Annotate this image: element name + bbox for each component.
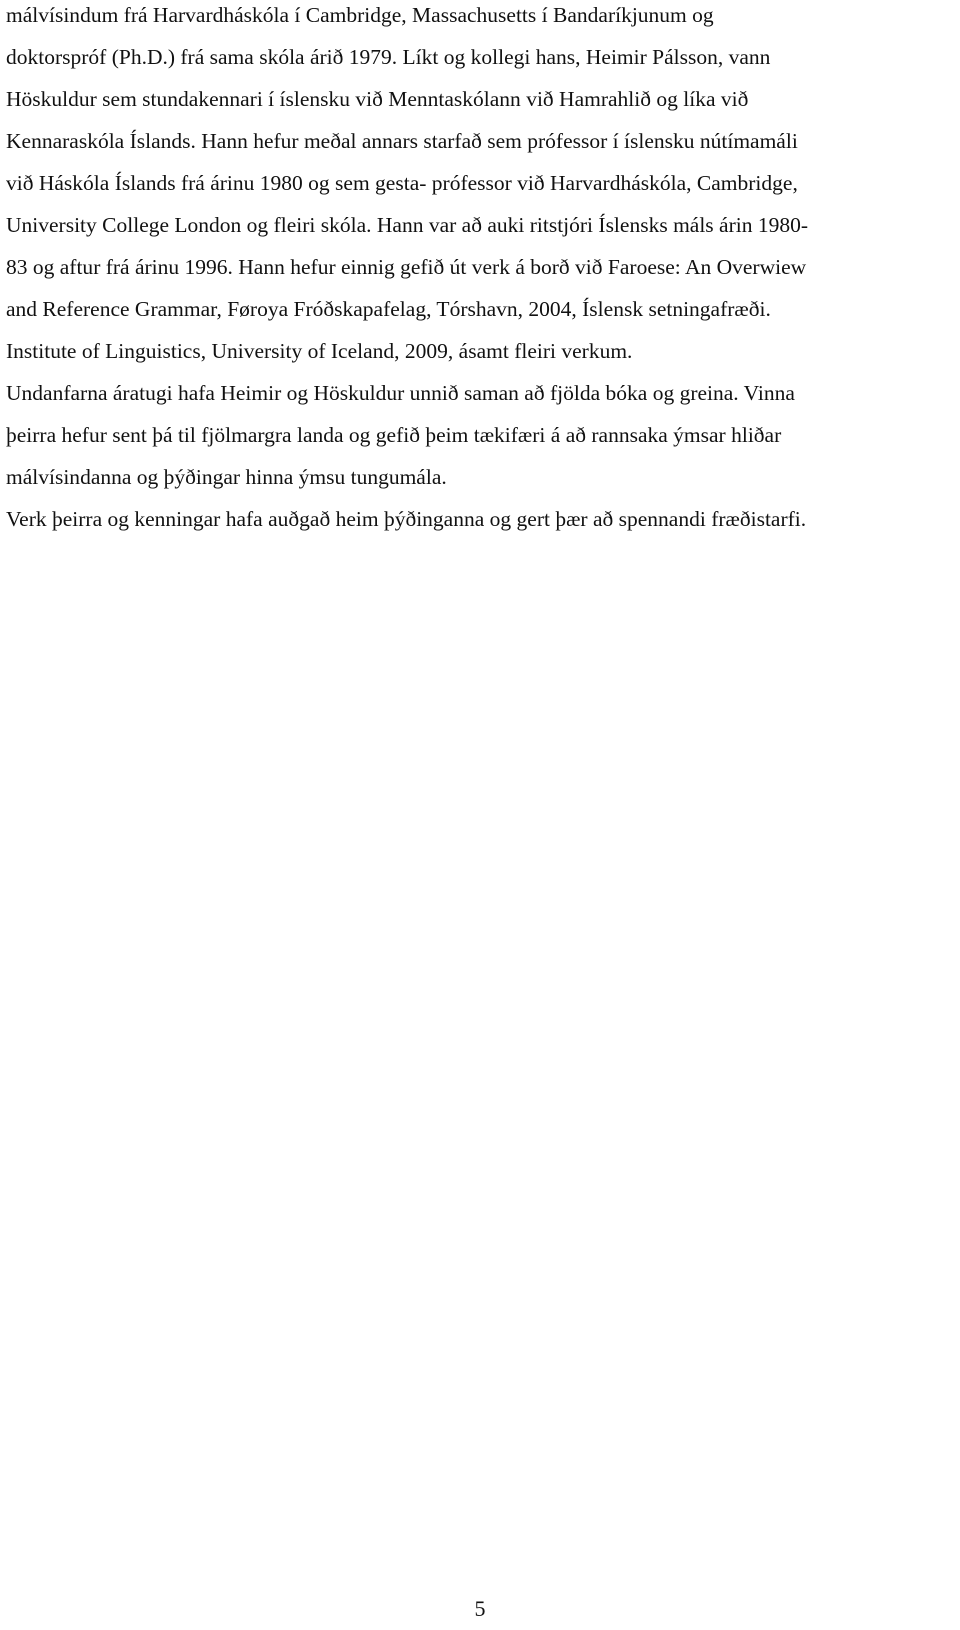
text-line: Kennaraskóla Íslands. Hann hefur meðal annars starfað sem prófessor í íslensku nútímamáli [6,129,798,153]
text-line: Höskuldur sem stundakennari í íslensku við Menntaskólann við Hamrahlið og líka við [6,87,749,111]
text-line: málvísindanna og þýðingar hinna ýmsu tungumála. [6,465,447,489]
text-line: málvísindum frá Harvardháskóla í Cambridge, Massachusetts í Bandaríkjunum og [6,3,714,27]
text-line: 83 og aftur frá árinu 1996. Hann hefur einnig gefið út verk á borð við Faroese: An Overwiew [6,255,807,279]
body-text [6,0,960,546]
text-line: Institute of Linguistics, University of Iceland, 2009, ásamt fleiri verkum. [6,339,633,363]
page-number: 5 [474,1596,486,1621]
text-line: doktorspróf (Ph.D.) frá sama skóla árið 1979. Líkt og kollegi hans, Heimir Pálsson, vann [6,45,771,69]
text-line: University College London og fleiri skóla. Hann var að auki ritstjóri Íslensks máls árin 1980- [6,213,809,237]
text-line: Undanfarna áratugi hafa Heimir og Höskuldur unnið saman að fjölda bóka og greina. Vinna [6,381,795,405]
text-line: þeirra hefur sent þá til fjölmargra landa og gefið þeim tækifæri á að rannsaka ýmsar hliðar [6,423,782,447]
text-line: við Háskóla Íslands frá árinu 1980 og sem gesta- prófessor við Harvardháskóla, Cambridge, [6,171,798,195]
text-line: Verk þeirra og kenningar hafa auðgað heim þýðinganna og gert þær að spennandi fræðistarfi. [6,507,807,531]
text-line: and Reference Grammar, Føroya Fróðskapafelag, Tórshavn, 2004, Íslensk setningafræði. [6,297,771,321]
